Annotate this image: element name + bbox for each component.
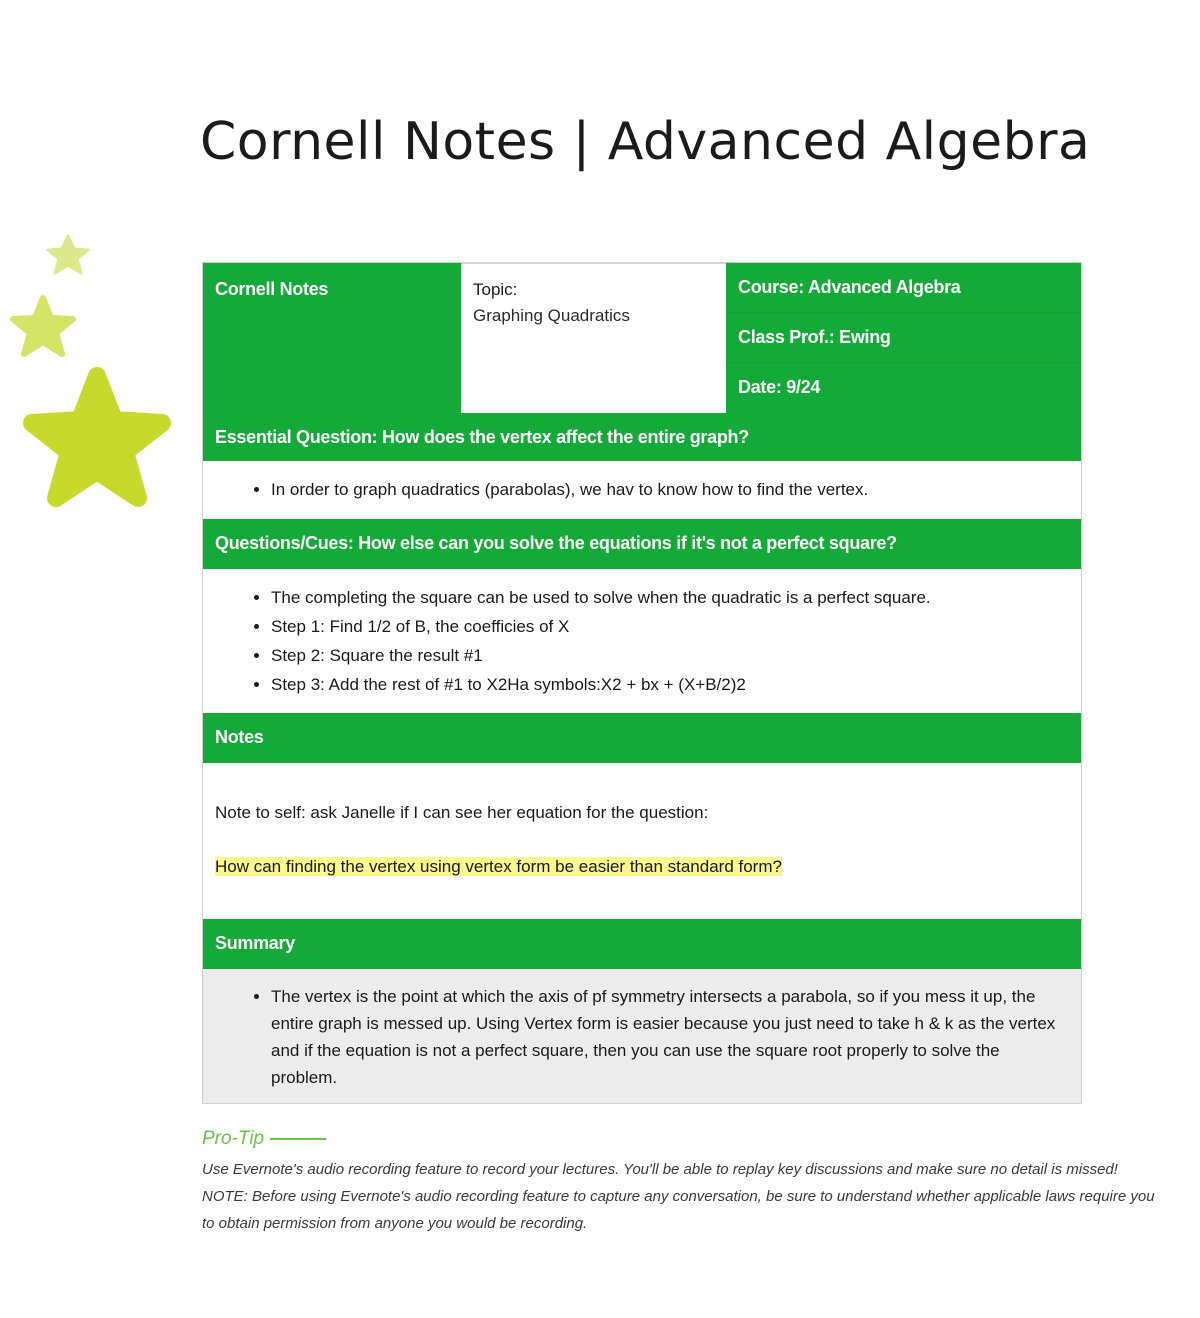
list-item: • The vertex is the point at which the axis of pf symmetry intersects a parabola, so if you mess it up, the entire graph is messed up. Using Vertex form is easier because you just need to take h & k as the vertex and if the equation is not a perfect square, then you can use the square root properly to solve the problem. (271, 983, 1063, 1091)
brand-cell: Cornell Notes (203, 263, 461, 413)
star-icon (48, 236, 88, 273)
essential-question-body (203, 461, 1081, 519)
list-item: • Step 2: Square the result #1 (271, 641, 1081, 670)
topic-label: Topic: (473, 280, 518, 299)
stars-decoration (0, 230, 200, 550)
summary-heading: Summary (203, 919, 1081, 969)
notes-body (203, 763, 1081, 919)
pro-tip (202, 1128, 1162, 1237)
pro-tip-note: NOTE: Before using Evernote's audio recording feature to capture any conversation, be sure to understand whether applicable laws require you to obtain permission from anyone you would be recording. (202, 1188, 1155, 1232)
star-icon (32, 376, 162, 498)
highlighted-question: How can finding the vertex using vertex form be easier than standard form? (215, 857, 782, 876)
star-icon (13, 298, 73, 354)
cornell-notes-sheet (202, 262, 1082, 1104)
header-row (203, 263, 1081, 413)
essential-question-heading: Essential Question: How does the vertex affect the entire graph? (203, 413, 1081, 461)
pro-tip-heading: Pro-Tip (202, 1128, 265, 1149)
pro-tip-divider (270, 1138, 326, 1140)
page-title: Cornell Notes | Advanced Algebra (200, 112, 1091, 172)
questions-cues-heading: Questions/Cues: How else can you solve the equations if it's not a perfect square? (203, 519, 1081, 569)
list-item: • Step 3: Add the rest of #1 to X2Ha symbols:X2 + bx + (X+B/2)2 (271, 670, 1081, 699)
pro-tip-text: Use Evernote's audio recording feature to record your lectures. You'll be able to replay key discussions and make sure no detail is missed! (202, 1161, 1118, 1178)
topic-value: Graphing Quadratics (473, 306, 630, 325)
course-info (726, 263, 1081, 413)
list-item: • The completing the square can be used to solve when the quadratic is a perfect square. (271, 583, 1081, 612)
note-line: Note to self: ask Janelle if I can see her equation for the question: (215, 803, 709, 822)
questions-cues-body (203, 569, 1081, 713)
date-cell: Date: 9/24 (738, 377, 821, 397)
prof-cell: Class Prof.: Ewing (726, 313, 1081, 363)
topic-cell (461, 263, 726, 413)
list-item: • Step 1: Find 1/2 of B, the coefficies of X (271, 612, 1081, 641)
list-item: • In order to graph quadratics (parabolas), we hav to know how to find the vertex. (271, 475, 1081, 504)
course-cell: Course: Advanced Algebra (726, 263, 1081, 313)
summary-body (203, 969, 1081, 1103)
pro-tip-heading-row (202, 1128, 1162, 1150)
notes-heading: Notes (203, 713, 1081, 763)
